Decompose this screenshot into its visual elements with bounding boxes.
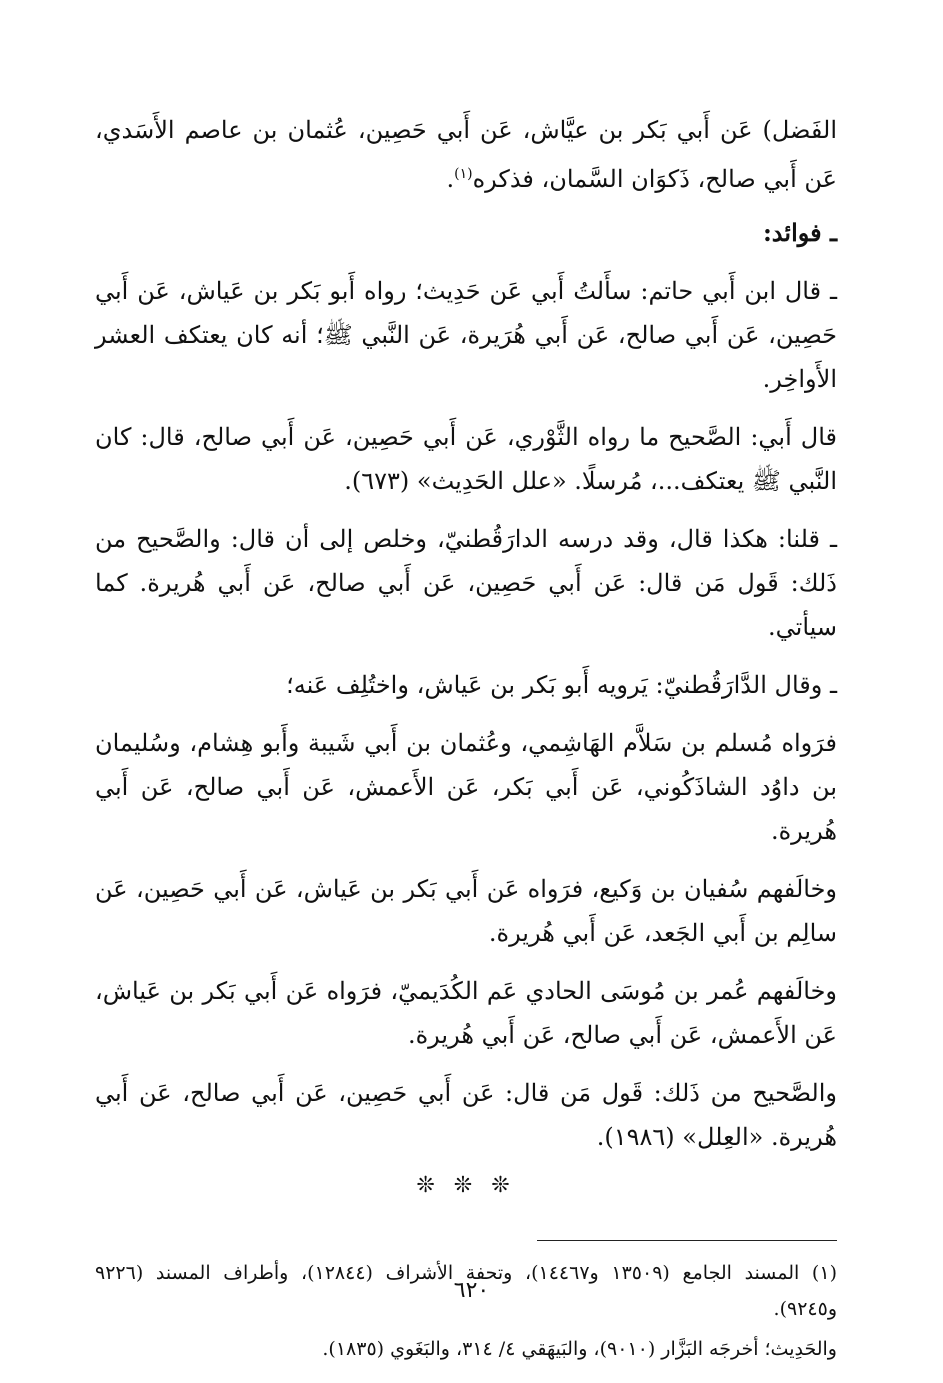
paragraph-conclusion: والصَّحيح من ذَلك: قَول مَن قال: عَن أَبي حَصِين، عَن أَبي صالح، عَن أَبي هُريرة. «العِلل» (١٩٨٦). [95, 1079, 838, 1151]
paragraph-narration-1: فرَواه مُسلم بن سَلاَّم الهَاشِمي، وعُثمان بن أَبي شَيبة وأَبو هِشام، وسُليمان بن داوُد الشاذَكُوني، عَن أَبي بَكر، عَن الأَعمش، عَن أَبي صالح، عَن أَبي هُريرة. [95, 729, 837, 845]
paragraph-qulna: ـ قلنا: هكذا قال، وقد درسه الدارَقُطنيّ، وخلص إلى أن قال: والصَّحيح من ذَلك: قَول مَن قال: عَن أَبي حَصِين، عَن أَبي صالح، عَن أَبي هُريرة. كما سيأتي. [95, 525, 837, 641]
paragraph-isnad-end: . [446, 165, 455, 193]
paragraph-daraqutni: ـ وقال الدَّارَقُطنيّ: يَرويه أَبو بَكر بن عَياش، واختُلِف عَنه؛ [286, 671, 837, 699]
footnote-1: (١) المسند الجامع (١٣٥٠٩ و١٤٤٦٧)، وتحفة الأشراف (١٢٨٤٤)، وأطراف المسند (٩٢٢٦ و٩٢٤٥). [95, 1262, 837, 1320]
section-heading-fawaid: ـ فوائد: [762, 218, 837, 247]
paragraph-narration-2: وخالَفهم سُفيان بن وَكيع، فرَواه عَن أَبي بَكر بن عَياش، عَن أَبي حَصِين، عَن سالِم بن أَبي الجَعد، عَن أَبي هُريرة. [95, 875, 837, 947]
footnote-marker[interactable]: (١) [454, 166, 473, 182]
page-number: ٦٢٠ [453, 1278, 490, 1303]
paragraph-abi-answer: قال أَبي: الصَّحيح ما رواه الثَّوْري، عَن أَبي حَصِين، عَن أَبي صالح، قال: كان النَّبي ﷺ يعتكف...، مُرسلًا. «علل الحَدِيث» (٦٧٣). [95, 423, 837, 495]
paragraph-ibn-abi-hatim: ـ قال ابن أَبي حاتم: سأَلتُ أَبي عَن حَدِيث؛ رواه أَبو بَكر بن عَياش، عَن أَبي حَصِين، عَن أَبي صالح، عَن أَبي هُرَيرة، عَن النَّبي ﷺ؛ أنه كان يعتكف العشر الأَواخِر. [95, 277, 837, 393]
paragraph-isnad [95, 108, 837, 201]
paragraph-narration-3: وخالَفهم عُمر بن مُوسَى الحادي عَم الكُدَيميّ، فرَواه عَن أَبي بَكر بن عَياش، عَن الأَعمش، عَن أَبي صالح، عَن أَبي هُريرة. [95, 977, 837, 1049]
footnote-2: والحَدِيث؛ أخرجَه البَزَّار (٩٠١٠)، والبَيهَقي ٤/ ٣١٤، والبَغَوي (١٨٣٥). [322, 1338, 837, 1360]
page-body [95, 108, 837, 1371]
paragraph-isnad-text: الفَضل) عَن أَبي بَكر بن عيَّاش، عَن أَبي حَصِين، عُثمان بن عاصم الأَسَدي، عَن أَبي صالح، ذَكوَان السَّمان، فذكره [95, 116, 837, 193]
section-separator: ❊ ❊ ❊ [416, 1173, 516, 1198]
footnote-divider [537, 1240, 837, 1241]
